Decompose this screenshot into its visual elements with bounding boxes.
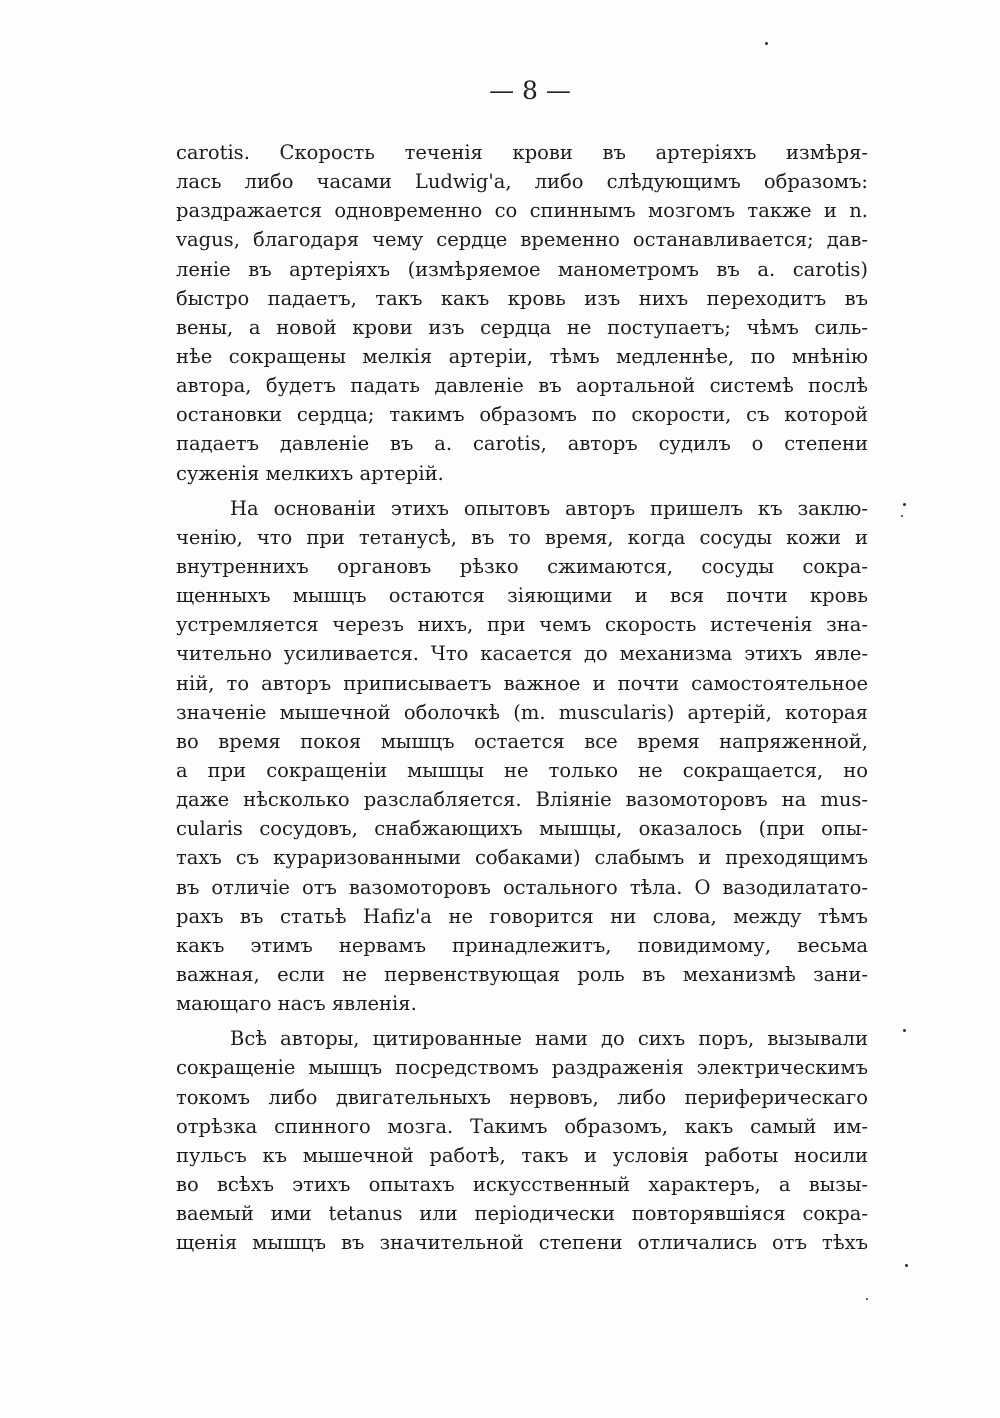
text-line: carotis. Скорость теченія крови въ артеріяхъ измѣря-: [176, 141, 868, 164]
text-line: лась либо часами Ludwig'а, либо слѣдующимъ образомъ:: [176, 170, 868, 194]
text-line: какъ этимъ нервамъ принадлежитъ, повидимому, весьма: [176, 933, 868, 957]
text-line: въ отличіе отъ вазомоторовъ остального тѣла. О вазодилатато-: [176, 875, 868, 899]
text-line: даже нѣсколько разслабляется. Вліяніе вазомоторовъ на mus-: [176, 788, 868, 812]
text-line: тахъ съ кураризованными собаками) слабымъ и преходящимъ: [176, 846, 868, 870]
page-number: — 8 —: [489, 76, 571, 105]
text-line: сокращеніе мышцъ посредствомъ раздраженія электрическимъ: [176, 1056, 868, 1080]
body-text: [176, 138, 868, 1257]
text-line: раздражается одновременно со спиннымъ мозгомъ также и n.: [176, 199, 868, 223]
scan-speck: [866, 1298, 868, 1300]
text-line: остановки сердца; такимъ образомъ по скорости, съ которой: [176, 403, 868, 427]
text-line: вены, а новой крови изъ сердца не поступаетъ; чѣмъ силь-: [176, 315, 868, 339]
scan-speck: [903, 1029, 906, 1032]
text-line: щенія мышцъ въ значительной степени отличались отъ тѣхъ: [176, 1231, 868, 1255]
text-line: Всѣ авторы, цитированные нами до сихъ поръ, вызывали: [230, 1027, 868, 1051]
text-line: важная, если не первенствующая роль въ механизмѣ зани-: [176, 962, 868, 986]
text-line: мающаго насъ явленія.: [176, 992, 417, 1016]
text-line: леніе въ артеріяхъ (измѣряемое манометромъ въ a. carotis): [176, 257, 868, 281]
text-line: автора, будетъ падать давленіе въ аортальной системѣ послѣ: [176, 374, 868, 398]
text-line: значеніе мышечной оболочкѣ (m. muscularis) артерій, которая: [176, 700, 868, 724]
text-line: внутреннихъ органовъ рѣзко сжимаются, сосуды сокра-: [176, 554, 868, 578]
scan-speck: [765, 42, 768, 45]
text-line: падаетъ давленіе въ a. carotis, авторъ судилъ о степени: [176, 432, 868, 456]
text-line: отрѣзка спинного мозга. Такимъ образомъ, какъ самый им-: [176, 1114, 868, 1138]
text-line: cularis сосудовъ, снабжающихъ мышцы, оказалось (при опы-: [176, 817, 868, 841]
text-line: быстро падаетъ, такъ какъ кровь изъ нихъ переходитъ въ: [176, 286, 868, 310]
text-line: ваемый ими tetanus или періодически повторявшіяся сокра-: [176, 1202, 868, 1226]
text-line: суженія мелкихъ артерій.: [176, 461, 444, 485]
paragraph-3: [176, 1024, 868, 1257]
text-line: во всѣхъ этихъ опытахъ искусственный характеръ, а вызы-: [176, 1172, 868, 1196]
text-line: щенныхъ мышцъ остаются зіяющими и вся почти кровь: [176, 584, 868, 608]
text-line: токомъ либо двигательныхъ нервовъ, либо периферическаго: [176, 1085, 868, 1109]
paragraph-2: [176, 494, 868, 1019]
text-line: пульсъ къ мышечной работѣ, такъ и условія работы носили: [176, 1143, 868, 1167]
text-line: ченію, что при тетанусѣ, въ то время, когда сосуды кожи и: [176, 525, 868, 549]
paragraph-1: [176, 138, 868, 488]
text-line: На основаніи этихъ опытовъ авторъ пришелъ къ заклю-: [230, 496, 868, 520]
scan-speck: [901, 515, 903, 517]
text-line: чительно усиливается. Что касается до механизма этихъ явле-: [176, 642, 868, 666]
scan-speck: [903, 503, 906, 506]
text-line: нѣе сокращены мелкія артеріи, тѣмъ медленнѣе, по мнѣнію: [176, 344, 868, 368]
text-line: а при сокращеніи мышцы не только не сокращается, но: [176, 758, 868, 782]
text-line: во время покоя мышцъ остается все время напряженной,: [176, 729, 868, 753]
text-line: рахъ въ статьѣ Hafiz'а не говорится ни слова, между тѣмъ: [176, 904, 868, 928]
text-line: ній, то авторъ приписываетъ важное и почти самостоятельное: [176, 671, 868, 695]
scan-speck: [905, 1264, 908, 1267]
text-line: устремляется черезъ нихъ, при чемъ скорость истеченія зна-: [176, 613, 868, 637]
text-line: vagus, благодаря чему сердце временно останавливается; дав-: [176, 228, 868, 252]
